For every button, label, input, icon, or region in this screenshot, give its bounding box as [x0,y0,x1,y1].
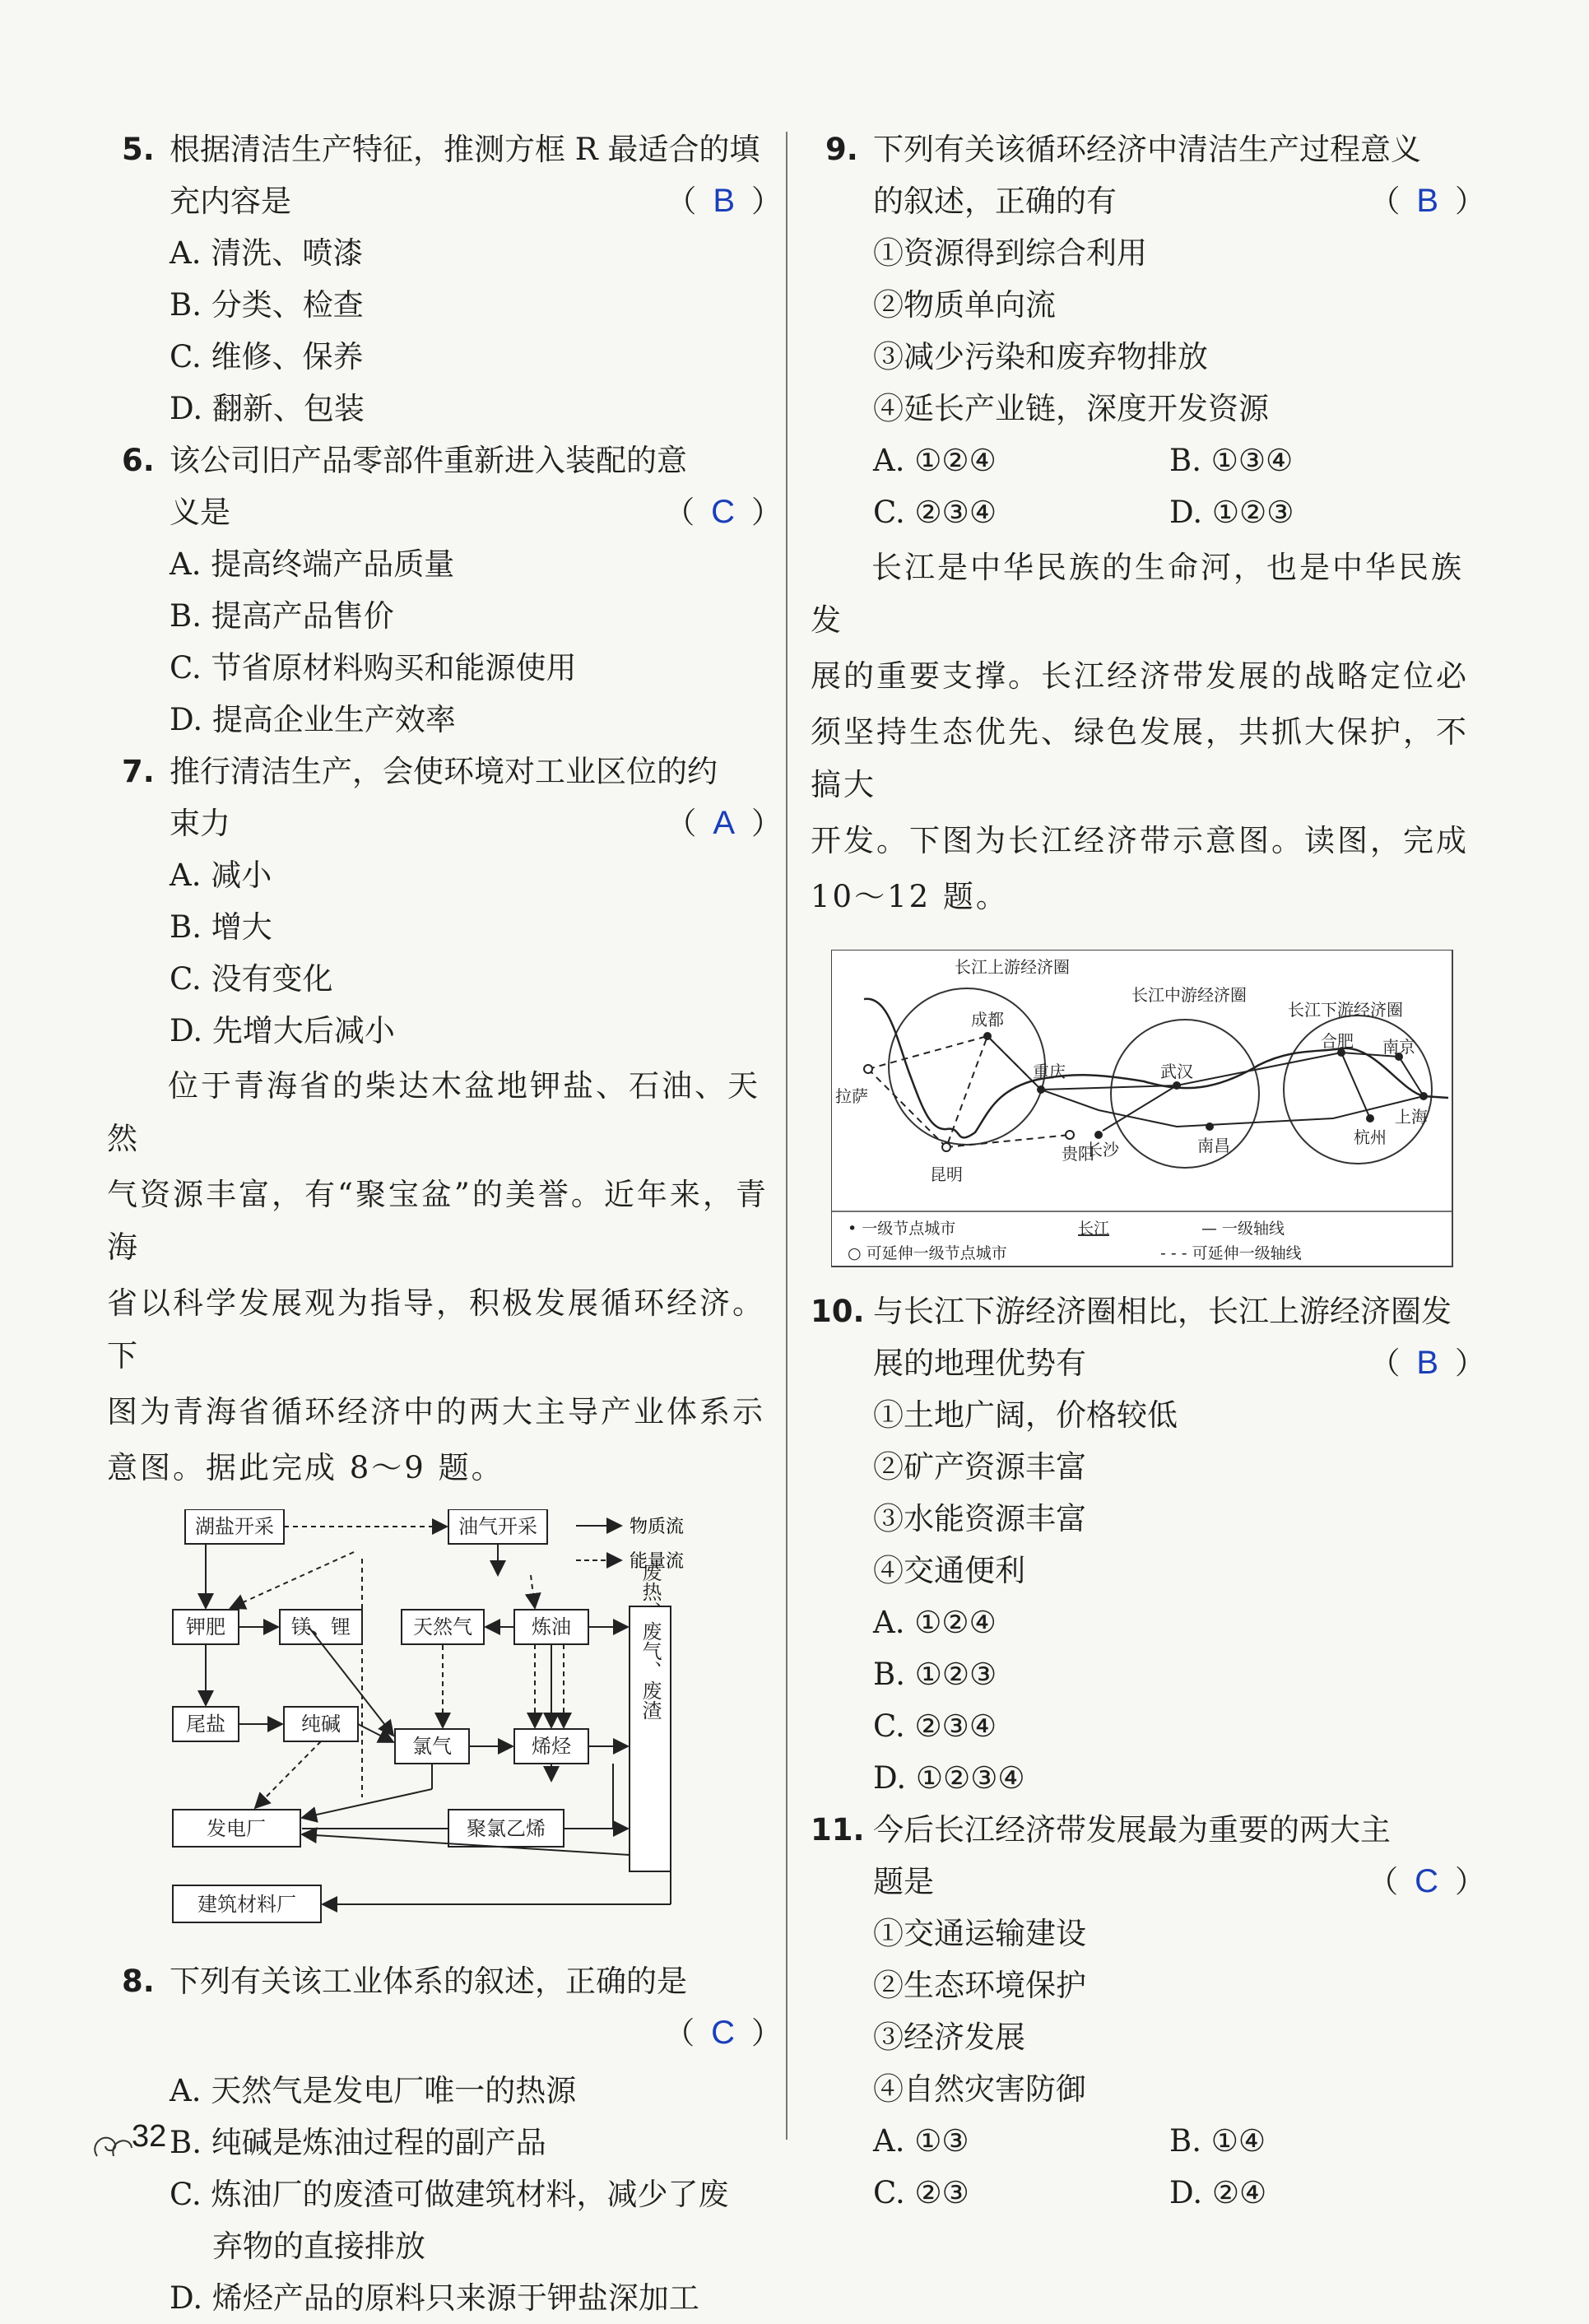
legend-energy-flow: 能量流 [630,1551,685,1572]
option-d: D. 提高企业生产效率 [170,702,456,737]
question-5 [107,123,782,435]
label-power: 发电厂 [207,1817,266,1840]
answer-value: C [711,494,735,530]
option-d: D. ②④ [1169,2175,1267,2210]
question-stem: 与长江下游经济圈相比，长江上游经济圈发 [873,1294,1452,1329]
option-b: B. 增大 [170,909,272,945]
question-stem: 下列有关该工业体系的叙述，正确的是 [170,1964,687,1999]
answer-box: （ C ） [1368,1863,1485,1899]
label-mg-li: 镁、锂 [291,1615,351,1638]
question-number: 11. [811,1812,865,1848]
option-c: C. 没有变化 [170,961,333,997]
question-stem: 推行清洁生产，会使环境对工业区位的约 [170,754,718,789]
option-a: A. ①③ [873,2123,969,2159]
option-c: C. ②③④ [873,495,997,530]
statement-3: ③经济发展 [873,2020,1025,2055]
answer-value: B [713,183,735,219]
option-b: B. 提高产品售价 [170,598,394,634]
question-6 [107,435,782,746]
label-potash: 钾肥 [186,1615,225,1638]
label-waste: 废热、废气、废渣 [639,1562,662,1720]
label-soda: 纯碱 [301,1713,341,1736]
option-c: C. ②③④ [873,1708,997,1744]
city-nanchang: 南昌 [1197,1136,1230,1155]
question-stem-cont: 展的地理优势有 [873,1346,1086,1381]
right-column [811,123,1485,2219]
label-upper-circle: 长江上游经济圈 [955,957,1070,977]
label-pvc: 聚氯乙烯 [467,1817,546,1840]
svg-text:长江: 长江 [1078,1220,1110,1238]
statement-3: ③减少污染和废弃物排放 [873,339,1208,374]
question-number: 9. [825,132,858,167]
answer-value: B [1416,183,1438,219]
question-number: 5. [122,132,155,167]
svg-text:— 一级轴线: — 一级轴线 [1201,1220,1285,1238]
page-ornament-icon [89,2123,138,2164]
question-number: 6. [122,443,155,478]
yangtze-economic-belt-map [831,950,1498,1271]
option-a: A. 提高终端产品质量 [170,546,455,582]
statement-1: ①资源得到综合利用 [873,235,1147,271]
svg-text:○ 可延伸一级节点城市: ○ 可延伸一级节点城市 [848,1244,1007,1262]
label-tail-salt: 尾盐 [186,1713,225,1736]
question-8 [107,1955,782,2324]
label-natural-gas: 天然气 [413,1615,472,1638]
answer-value: C [711,2015,735,2051]
city-shanghai: 上海 [1395,1107,1428,1127]
question-stem: 该公司旧产品零部件重新进入装配的意 [170,443,687,478]
city-hangzhou: 杭州 [1354,1127,1387,1147]
svg-text:• 一级节点城市: • 一级节点城市 [848,1220,956,1238]
label-oil-gas: 油气开采 [458,1515,537,1538]
city-chongqing: 重庆 [1033,1062,1066,1081]
legend-material-flow: 物质流 [630,1517,685,1537]
statement-2: ②矿产资源丰富 [873,1449,1086,1485]
question-stem: 下列有关该循环经济中清洁生产过程意义 [873,132,1421,167]
option-a: A. 天然气是发电厂唯一的热源 [170,2073,577,2108]
circular-economy-diagram [107,1509,782,1937]
city-kunming: 昆明 [930,1164,963,1184]
answer-box: （ B ） [1369,183,1485,219]
answer-box: （ B ） [666,183,782,219]
city-nanjing: 南京 [1382,1037,1415,1057]
option-c: C. 炼油厂的废渣可做建筑材料，减少了废 [170,2177,729,2212]
question-10 [811,1285,1485,1804]
statement-2: ②物质单向流 [873,287,1056,323]
question-number: 10. [811,1294,865,1329]
city-lhasa: 拉萨 [835,1086,868,1106]
option-b: B. 分类、检查 [170,287,364,323]
city-hefei: 合肥 [1321,1031,1354,1051]
label-middle-circle: 长江中游经济圈 [1131,985,1247,1005]
city-chengdu: 成都 [971,1010,1004,1030]
label-olefin: 烯烃 [532,1735,571,1758]
statement-1: ①土地广阔，价格较低 [873,1397,1178,1433]
question-stem-cont: 充内容是 [170,184,291,219]
option-c: C. 维修、保养 [170,339,364,374]
city-guiyang: 贵阳 [1062,1144,1094,1164]
option-a: A. 清洗、喷漆 [170,235,364,271]
option-b: B. ①③④ [1169,443,1294,478]
question-number: 7. [122,754,155,789]
statement-3: ③水能资源丰富 [873,1501,1086,1536]
answer-value: B [1416,1345,1438,1381]
city-wuhan: 武汉 [1160,1062,1193,1081]
answer-box: （ B ） [1369,1345,1485,1381]
question-stem-cont: 的叙述，正确的有 [873,184,1117,219]
statement-1: ①交通运输建设 [873,1916,1086,1951]
page-number: 32 [132,2119,167,2154]
statement-4: ④交通便利 [873,1553,1025,1588]
answer-value: C [1415,1863,1438,1899]
option-d: D. 先增大后减小 [170,1013,395,1048]
statement-2: ②生态环境保护 [873,1968,1086,2003]
option-b: B. ①④ [1169,2123,1266,2159]
option-d: D. ①②③④ [873,1760,1025,1796]
answer-box: （ A ） [666,805,782,841]
svg-text:- - - 可延伸一级轴线: - - - 可延伸一级轴线 [1160,1244,1302,1262]
label-building: 建筑材料厂 [197,1893,296,1916]
option-d: D. 烯烃产品的原料只来源于钾盐深加工 [170,2280,699,2316]
option-b: B. ①②③ [873,1657,997,1692]
option-c: C. ②③ [873,2175,969,2210]
question-7 [107,746,782,1057]
option-c-cont: 弃物的直接排放 [212,2229,425,2264]
question-stem-cont: 义是 [170,495,230,530]
label-lake-salt: 湖盐开采 [195,1515,274,1538]
question-9 [811,123,1485,538]
statement-4: ④延长产业链，深度开发资源 [873,391,1269,426]
statement-4: ④自然灾害防御 [873,2071,1086,2107]
option-b: B. 纯碱是炼油过程的副产品 [170,2125,546,2160]
option-a: A. ①②④ [873,443,997,478]
option-d: D. 翻新、包装 [170,391,365,426]
left-column [107,123,782,2324]
question-stem-cont: 束力 [170,806,230,841]
question-stem: 根据清洁生产特征，推测方框 R 最适合的填 [170,132,760,167]
question-11 [811,1804,1485,2219]
label-lower-circle: 长江下游经济圈 [1288,1000,1403,1020]
answer-value: A [713,805,735,841]
option-a: A. ①②④ [873,1605,997,1640]
passage-yangtze: 长江是中华民族的生命河，也是中华民族发 展的重要支撑。长江经济带发展的战略定位必 须坚持生态优先、绿色发展，共抓大保护，不搞大 开发。下图为长江经济带示意图。读图，完成 10～12 题。 [811,550,1469,914]
passage-qinghai: 位于青海省的柴达木盆地钾盐、石油、天然 气资源丰富，有“聚宝盆”的美誉。近年来，青海 省以科学发展观为指导，积极发展循环经济。下 图为青海省循环经济中的两大主导产业体系示 意图。据此完成 8～9 题。 [107,1068,769,1485]
label-refine: 炼油 [532,1615,571,1638]
answer-box: （ C ） [664,2015,782,2051]
question-stem-cont: 题是 [873,1864,934,1899]
city-changsha: 长沙 [1086,1140,1119,1160]
answer-box: （ C ） [664,494,782,530]
label-chlorine: 氯气 [412,1735,452,1758]
column-divider [786,132,788,2140]
option-a: A. 减小 [170,858,272,893]
question-stem: 今后长江经济带发展最为重要的两大主 [873,1812,1391,1848]
option-c: C. 节省原材料购买和能源使用 [170,650,577,686]
option-d: D. ①②③ [1169,495,1294,530]
question-number: 8. [122,1964,155,1999]
